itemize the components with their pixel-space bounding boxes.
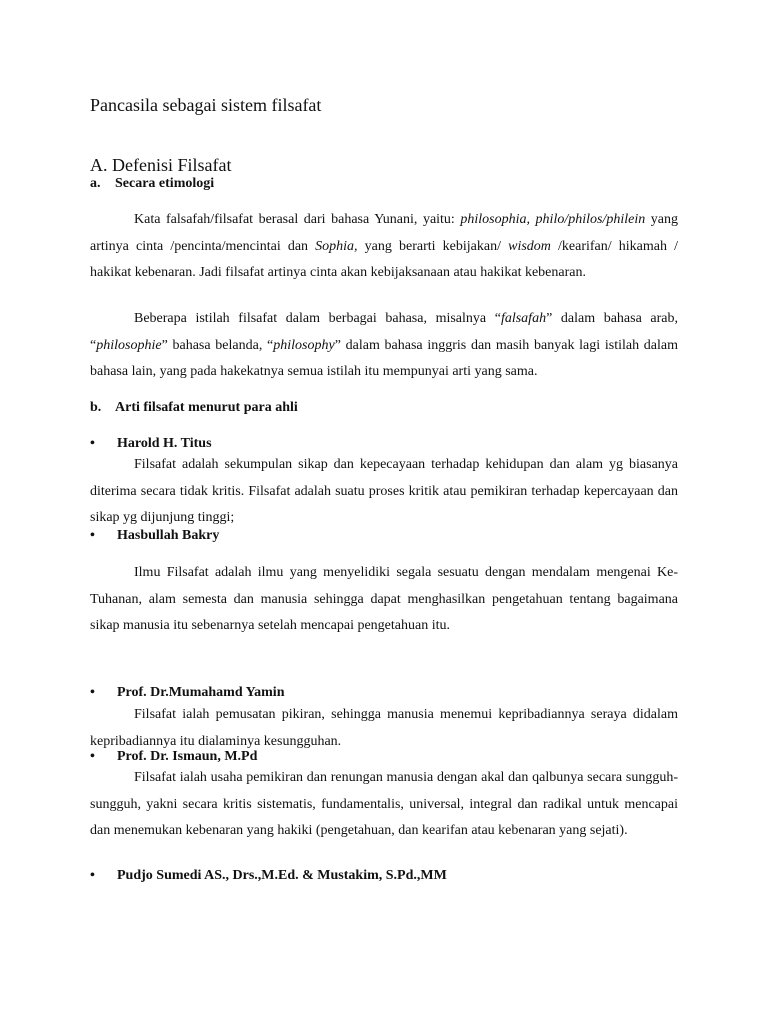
- p2-italic-philosophie: philosophie: [96, 337, 162, 353]
- p2-text-2: ” dalam bahasa arab, “: [90, 311, 678, 353]
- expert-heading-sumedi: [90, 868, 447, 884]
- expert-definition-bakry: Ilmu Filsafat adalah ilmu yang menyelidiki segala sesuatu dengan mendalam mengenai Ke-Tuhanan, alam semesta dan manusia sehingga dapat menghasilkan pengetahuan tentang bagaimana sikap manusia itu sebenarnya setelah mencapai pengetahuan itu.: [90, 565, 678, 633]
- subsection-a-title: Secara etimologi: [115, 176, 215, 191]
- bullet-icon: •: [90, 749, 95, 764]
- expert-name: Harold H. Titus: [117, 436, 212, 451]
- expert-name: Prof. Dr.Mumahamd Yamin: [117, 685, 285, 700]
- bullet-icon: •: [90, 528, 95, 543]
- p2-text-1: Beberapa istilah filsafat dalam berbagai bahasa, misalnya “: [134, 311, 501, 326]
- p1-text-1: Kata falsafah/filsafat berasal dari bahasa Yunani, yaitu:: [134, 212, 461, 227]
- expert-name: Pudjo Sumedi AS., Drs.,M.Ed. & Mustakim, S.Pd.,MM: [117, 868, 447, 883]
- subsection-b-title: Arti filsafat menurut para ahli: [115, 400, 298, 415]
- expert-name: Hasbullah Bakry: [117, 528, 220, 543]
- bullet-icon: •: [90, 685, 95, 700]
- p2-text-4: ” dalam bahasa inggris dan masih banyak lagi istilah dalam bahasa lain, yang pada hakekatnya semua istilah itu mempunyai arti yang sama.: [90, 337, 678, 379]
- expert-name: Prof. Dr. Ismaun, M.Pd: [117, 749, 258, 764]
- p1-italic-wisdom: wisdom: [508, 238, 551, 254]
- p1-italic-sophia: Sophia,: [315, 238, 358, 254]
- subsection-a-label: a.: [90, 176, 101, 191]
- expert-definition-titus: Filsafat adalah sekumpulan sikap dan kepecayaan terhadap kehidupan dan alam yg biasanya diterima secara tidak kritis. Filsafat adalah suatu proses kritik atau pemikiran terhadap kepercayaan dan sikap yg dijunjung tinggi;: [90, 457, 678, 525]
- p1-text-2: yang artinya cinta /pencinta/mencintai dan: [90, 212, 679, 254]
- expert-definition-yamin: Filsafat ialah pemusatan pikiran, sehingga manusia menemui kepribadiannya seraya didalam kepribadiannya itu dialaminya kesungguhan.: [90, 707, 678, 749]
- section-a-heading: A. Defenisi Filsafat: [90, 155, 232, 175]
- p1-text-4: /kearifan/ hikamah / hakikat kebenaran. Jadi filsafat artinya cinta akan kebijaksanaan atau hakikat kebenaran.: [90, 238, 678, 280]
- p2-italic-philosophy: philosophy: [273, 337, 335, 353]
- document-title: Pancasila sebagai sistem filsafat: [90, 95, 322, 115]
- bullet-icon: •: [90, 868, 95, 883]
- p2-italic-falsafah: falsafah: [500, 311, 547, 326]
- expert-heading-bakry: [90, 528, 219, 544]
- p2-text-3: ” bahasa belanda, “: [161, 337, 274, 353]
- expert-heading-titus: [90, 436, 212, 452]
- subsection-b-label: b.: [90, 400, 102, 415]
- p1-text-3: yang berarti kebijakan/: [357, 238, 509, 254]
- etymology-paragraph: [90, 207, 678, 287]
- p1-italic-philosophia: philosophia, philo/philos/philein: [460, 212, 646, 227]
- expert-heading-yamin: [90, 685, 285, 701]
- expert-heading-ismaun: [90, 749, 257, 765]
- expert-definition-ismaun: Filsafat ialah usaha pemikiran dan renungan manusia dengan akal dan qalbunya secara sungguh-sungguh, yakni secara kritis sistematis, fundamentalis, universal, integral dan radikal untuk mencapai dan menemukan kebenaran yang hakiki (pengetahuan, dan kearifan atau kebenaran yang sejati).: [90, 770, 678, 838]
- bullet-icon: •: [90, 436, 95, 451]
- subsection-a-heading: [90, 176, 678, 192]
- subsection-b-heading: [90, 400, 678, 416]
- terms-paragraph: [90, 306, 678, 386]
